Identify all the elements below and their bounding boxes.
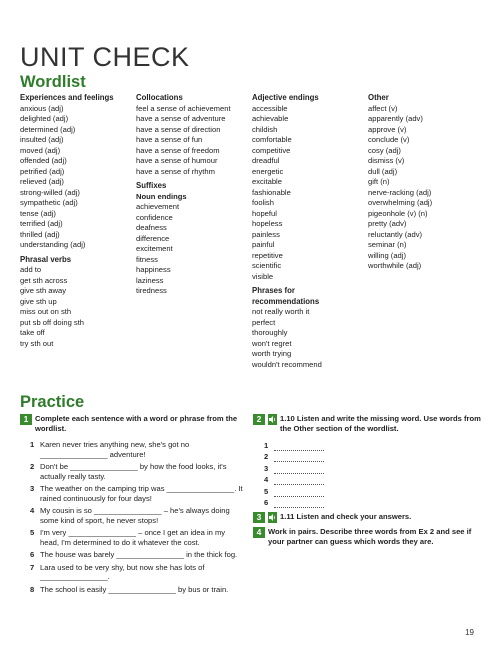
answer-blanks — [264, 439, 483, 508]
blank-number: 1 — [264, 440, 269, 450]
word-list — [252, 307, 364, 370]
word-item: sympathetic (adj) — [20, 198, 78, 207]
word-item: overwhelming (adj) — [368, 198, 433, 207]
answer-line[interactable] — [274, 501, 324, 508]
blank-number: 5 — [264, 486, 269, 496]
word-item: scientific — [252, 261, 282, 270]
section-heading: Other — [368, 93, 389, 102]
item-text: The school is easily ________________ by bus or train. — [40, 584, 229, 594]
word-item: try sth out — [20, 338, 54, 348]
word-item: fashionable — [252, 187, 291, 197]
word-item: apparently (adv) — [368, 114, 423, 123]
exercise-instruction — [253, 527, 483, 547]
exercise-item — [30, 585, 245, 595]
word-item: give sth away — [20, 286, 67, 295]
word-item: dismiss (v) — [368, 156, 405, 165]
word-item: achievement — [136, 202, 180, 211]
word-item: pigeonhole (v) (n) — [368, 208, 428, 218]
word-item: happiness — [136, 265, 171, 274]
word-item: comfortable — [252, 135, 292, 144]
blank-number: 6 — [264, 498, 269, 507]
answer-line[interactable] — [274, 467, 324, 474]
word-item: have a sense of freedom — [136, 145, 220, 155]
exercise-items — [30, 440, 245, 594]
word-list — [136, 202, 248, 297]
exercise-item — [30, 506, 245, 525]
answer-line[interactable] — [274, 490, 324, 497]
word-item: moved (adj) — [20, 145, 61, 155]
answer-line[interactable] — [274, 444, 324, 451]
word-list — [20, 265, 130, 349]
blank-number: 2 — [264, 452, 269, 461]
item-text: Karen never tries anything new, she's got no ________________ adventure! — [40, 440, 190, 459]
word-item: not really worth it — [252, 307, 310, 316]
exercise-1 — [20, 414, 245, 597]
word-item: tense (adj) — [20, 208, 56, 218]
word-item: repetitive — [252, 250, 283, 260]
exercise-2 — [253, 414, 483, 508]
blank-number: 3 — [264, 463, 269, 473]
item-number: 8 — [30, 584, 35, 594]
word-item: conclude (v) — [368, 135, 410, 144]
word-item: fitness — [136, 254, 158, 264]
word-item: take off — [20, 328, 45, 337]
sub-heading: Noun endings — [136, 191, 187, 201]
word-item: perfect — [252, 317, 276, 327]
word-item: have a sense of fun — [136, 135, 203, 144]
section-heading: Phrasal verbs — [20, 254, 72, 264]
word-item: relieved (adj) — [20, 177, 64, 186]
word-item: terrified (adj) — [20, 219, 63, 228]
word-item: strong-willed (adj) — [20, 187, 80, 197]
word-item: offended (adj) — [20, 156, 67, 165]
word-item: get sth across — [20, 275, 68, 285]
item-number: 6 — [30, 550, 35, 559]
wordlist-column-2 — [136, 93, 248, 297]
word-item: difference — [136, 233, 170, 243]
word-item: willing (adj) — [368, 250, 406, 260]
item-number: 4 — [30, 506, 35, 515]
word-item: achievable — [252, 114, 289, 123]
item-number: 7 — [30, 562, 35, 572]
word-list — [252, 104, 364, 283]
section-heading: Collocations — [136, 93, 183, 102]
exercise-item — [30, 462, 245, 481]
word-item: deafness — [136, 223, 167, 232]
item-text: The house was barely ________________ in the thick fog. — [40, 550, 238, 559]
word-item: have a sense of humour — [136, 156, 218, 165]
answer-blank-row — [264, 439, 483, 451]
answer-blank-row — [264, 462, 483, 474]
wordlist-column-3 — [252, 93, 364, 370]
word-item: tiredness — [136, 286, 167, 295]
word-item: determined (adj) — [20, 124, 76, 134]
word-item: have a sense of direction — [136, 124, 221, 134]
word-item: thrilled (adj) — [20, 229, 60, 239]
section-heading: Adjective endings — [252, 93, 319, 102]
unit-title: UNIT CHECK — [20, 42, 190, 72]
answer-blank-row — [264, 485, 483, 497]
exercise-item — [30, 563, 245, 582]
answer-blank-row — [264, 474, 483, 486]
page-number: 19 — [465, 628, 474, 637]
word-item: won't regret — [252, 338, 292, 348]
word-item: miss out on sth — [20, 307, 72, 316]
word-item: petrified (adj) — [20, 166, 65, 176]
word-item: visible — [252, 271, 274, 281]
wordlist-heading: Wordlist — [20, 73, 86, 91]
instruction-text: Complete each sentence with a word or phrase from the wordlist. — [35, 414, 238, 433]
word-item: wouldn't recommend — [252, 359, 322, 369]
item-text: Don't be ________________ by how the food looks, it's actually really tasty. — [40, 462, 227, 481]
item-number: 1 — [30, 440, 35, 449]
exercise-number-badge: 2 — [253, 414, 265, 425]
word-item: seminar (n) — [368, 240, 407, 249]
word-item: laziness — [136, 275, 164, 285]
word-item: gift (n) — [368, 177, 390, 186]
word-item: thoroughly — [252, 328, 288, 337]
word-item: affect (v) — [368, 103, 398, 113]
word-item: energetic — [252, 166, 284, 176]
item-text: I'm very ________________ – once I get an idea in my head, I'm determined to do it whatever the cost. — [40, 528, 226, 547]
word-item: nerve-racking (adj) — [368, 187, 432, 197]
word-item: hopeless — [252, 219, 283, 228]
exercise-3 — [253, 512, 483, 523]
instruction-text: 1.10 Listen and write the missing word. Use words from the Other section of the wordlist. — [280, 414, 481, 433]
word-item: cosy (adj) — [368, 145, 401, 155]
word-item: confidence — [136, 212, 173, 222]
word-item: competitive — [252, 145, 291, 155]
word-item: accessible — [252, 103, 288, 113]
word-item: give sth up — [20, 296, 57, 306]
word-item: foolish — [252, 198, 274, 207]
word-item: insulted (adj) — [20, 135, 64, 144]
word-item: pretty (adv) — [368, 219, 407, 228]
section-heading: Phrases for recommendations — [252, 286, 320, 306]
item-number: 2 — [30, 462, 35, 471]
word-list — [20, 104, 130, 251]
section-heading: Suffixes — [136, 181, 167, 190]
answer-blank-row — [264, 451, 483, 463]
answer-line[interactable] — [274, 455, 324, 462]
word-list — [136, 104, 248, 178]
exercise-number-badge: 1 — [20, 414, 32, 425]
word-item: childish — [252, 124, 278, 134]
word-item: put sb off doing sth — [20, 317, 85, 327]
word-item: feel a sense of achievement — [136, 103, 231, 113]
word-item: painless — [252, 229, 280, 239]
exercise-instruction — [20, 414, 245, 434]
audio-icon — [268, 414, 277, 425]
exercise-item — [30, 528, 245, 547]
word-list — [368, 104, 480, 272]
item-text: My cousin is so ________________ – he's always doing some kind of sport, he never stops! — [40, 506, 230, 525]
word-item: reluctantly (adv) — [368, 229, 423, 239]
exercise-4 — [253, 527, 483, 547]
item-number: 5 — [30, 528, 35, 537]
blank-number: 4 — [264, 475, 269, 484]
wordlist-column-1 — [20, 93, 130, 349]
item-number: 3 — [30, 484, 35, 493]
word-item: hopeful — [252, 208, 277, 218]
exercise-item — [30, 550, 245, 560]
word-item: dreadful — [252, 156, 280, 165]
exercise-number-badge: 4 — [253, 527, 265, 538]
word-item: have a sense of rhythm — [136, 166, 215, 176]
audio-icon — [268, 512, 277, 523]
section-heading: Experiences and feelings — [20, 93, 114, 102]
word-item: approve (v) — [368, 124, 407, 134]
word-item: dull (adj) — [368, 166, 398, 176]
word-item: add to — [20, 265, 42, 274]
word-item: delighted (adj) — [20, 114, 69, 123]
exercise-item — [30, 440, 245, 459]
word-item: have a sense of adventure — [136, 114, 226, 123]
exercise-item — [30, 484, 245, 503]
exercise-instruction — [253, 512, 483, 523]
practice-heading: Practice — [20, 393, 85, 411]
word-item: anxious (adj) — [20, 103, 64, 113]
word-item: painful — [252, 240, 275, 249]
answer-blank-row — [264, 497, 483, 509]
item-text: The weather on the camping trip was ________________. It rained continuously for four days! — [40, 484, 243, 503]
instruction-text: 1.11 Listen and check your answers. — [280, 512, 412, 521]
wordlist-column-4 — [368, 93, 480, 272]
word-item: worthwhile (adj) — [368, 261, 422, 270]
item-text: Lara used to be very shy, but now she has lots of ________________. — [40, 562, 205, 581]
word-item: excitable — [252, 177, 282, 186]
word-item: worth trying — [252, 349, 292, 358]
instruction-text: Work in pairs. Describe three words from Ex 2 and see if your partner can guess which words they are. — [268, 527, 472, 546]
exercise-number-badge: 3 — [253, 512, 265, 523]
word-item: excitement — [136, 244, 173, 253]
exercise-instruction — [253, 414, 483, 434]
word-item: understanding (adj) — [20, 240, 86, 249]
answer-line[interactable] — [274, 478, 324, 485]
